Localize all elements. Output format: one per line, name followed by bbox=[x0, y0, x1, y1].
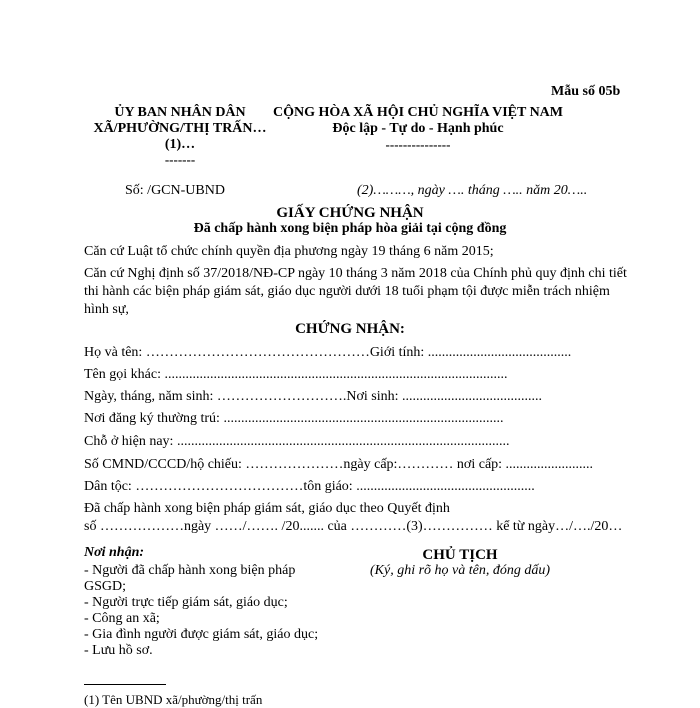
recipient-item: - Gia đình người được giám sát, giáo dục; bbox=[84, 627, 319, 642]
document-number: Số: /GCN-UBND bbox=[125, 183, 225, 198]
certify-heading: CHỨNG NHẬN: bbox=[295, 321, 405, 337]
field-id: Số CMND/CCCD/hộ chiếu: …………………ngày cấp:………… nơi cấp: ......................... bbox=[84, 457, 594, 472]
national-title: CỘNG HÒA XÃ HỘI CHỦ NGHĨA VIỆT NAM bbox=[272, 105, 563, 120]
issuer-dash: ------- bbox=[164, 152, 196, 167]
signature-note: (Ký, ghi rõ họ và tên, đóng dấu) bbox=[369, 563, 551, 578]
footnote-1: (1) Tên UBND xã/phường/thị trấn bbox=[84, 692, 263, 707]
signature-title: CHỦ TỊCH bbox=[422, 547, 498, 563]
issuer-line3: (1)… bbox=[164, 137, 196, 152]
national-motto: Độc lập - Tự do - Hạnh phúc bbox=[332, 121, 504, 136]
recipients-heading: Nơi nhận: bbox=[84, 545, 145, 560]
form-code: Mẫu số 05b bbox=[551, 84, 621, 99]
recipient-item: - Người trực tiếp giám sát, giáo dục; bbox=[84, 595, 288, 610]
document-subtitle: Đã chấp hành xong biện pháp hòa giải tại cộng đồng bbox=[193, 221, 507, 236]
recipient-item: - Công an xã; bbox=[84, 611, 160, 626]
field-ethnic: Dân tộc: ………………………………tôn giáo: ................................................... bbox=[84, 479, 535, 494]
document-title: GIẤY CHỨNG NHẬN bbox=[276, 205, 424, 221]
legal-basis-3: thi hành các biện pháp giám sát, giáo dục người dưới 18 tuổi phạm tội được miễn trách nhiệm bbox=[84, 284, 610, 299]
issuer-line2: XÃ/PHƯỜNG/THỊ TRẤN… bbox=[93, 121, 267, 136]
legal-basis-2: Căn cứ Nghị định số 37/2018/NĐ-CP ngày 10 tháng 3 năm 2018 của Chính phủ quy định chi tiết bbox=[84, 266, 627, 281]
decision-line1: Đã chấp hành xong biện pháp giám sát, giáo dục theo Quyết định bbox=[84, 501, 450, 516]
issuer-line1: ỦY BAN NHÂN DÂN bbox=[114, 105, 246, 120]
field-dob: Ngày, tháng, năm sinh: ……………………….Nơi sinh: ........................................ bbox=[84, 389, 542, 404]
place-date: (2)………, ngày …. tháng ….. năm 20….. bbox=[357, 183, 588, 198]
legal-basis-1: Căn cứ Luật tổ chức chính quyền địa phương ngày 19 tháng 6 năm 2015; bbox=[84, 244, 494, 259]
field-name: Họ và tên: …………………………………………Giới tính: ......................................... bbox=[84, 345, 572, 360]
field-residence: Nơi đăng ký thường trú: ................................................................................ bbox=[84, 411, 504, 426]
national-dash: --------------- bbox=[385, 137, 451, 152]
recipient-item: - Lưu hồ sơ. bbox=[84, 643, 153, 658]
legal-basis-4: hình sự, bbox=[84, 302, 129, 317]
field-current-address: Chỗ ở hiện nay: ............................................................................................... bbox=[84, 434, 510, 449]
footnote-separator bbox=[84, 684, 166, 685]
recipient-item: GSGD; bbox=[84, 579, 127, 594]
recipient-item: - Người đã chấp hành xong biện pháp bbox=[84, 563, 296, 578]
field-alias: Tên gọi khác: .................................................................................................. bbox=[84, 367, 508, 382]
decision-line2: số ………………ngày ……/……. /20....... của …………(3)…………… kể từ ngày…/…./20… bbox=[84, 519, 623, 534]
